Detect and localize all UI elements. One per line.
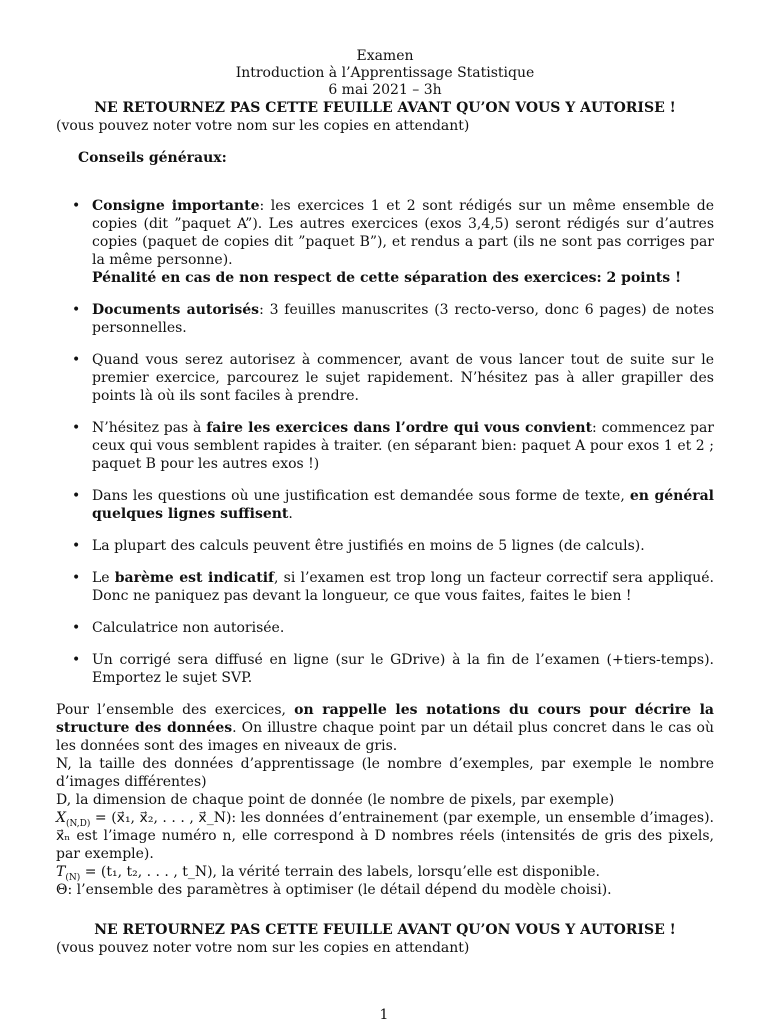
notation-t: [56, 863, 714, 881]
rule-bold: Consigne importante: [92, 198, 260, 214]
rule-text: Quand vous serez autorisez à commencer, avant de vous lancer tout de suite sur le premier exercice, parcourez le sujet rapidement. N’hésitez pas à aller grapiller des points là où ils sont faciles à prendre.: [92, 352, 714, 404]
page-number: 1: [379, 1007, 389, 1023]
x-subscript: (N,D): [65, 818, 91, 829]
intro-text: Pour l’ensemble des exercices,: [56, 702, 295, 718]
rule-text: : les exercices 1 et 2 sont rédigés sur un même ensemble de copies (dit ”paquet A”). Les autres exercices (exos 3,4,5) seront rédigés sur d’autres copies (paquet de copies dit ”paquet B”), et rendus a part (ils ne sont pas corriges par la même personne).: [92, 198, 714, 268]
warning-heading: NE RETOURNEZ PAS CETTE FEUILLE AVANT QU’ON VOUS Y AUTORISE !: [94, 100, 676, 116]
list-item: [92, 537, 714, 555]
warning-subtext-bottom: (vous pouvez noter votre nom sur les copies en attendant): [56, 940, 470, 956]
rule-penalty: Pénalité en cas de non respect de cette séparation des exercices: 2 points !: [92, 270, 682, 286]
rule-text: , si l’examen est trop long un facteur correctif sera appliqué. Donc ne paniquez pas devant la longueur, ce que vous faites, faites le bien !: [92, 570, 714, 604]
notation-x: [56, 809, 714, 863]
notation-n: N, la taille des données d’apprentissage (le nombre d’exemples, par exemple le nombre d’images différentes): [56, 756, 714, 790]
notations-section: [56, 701, 714, 899]
advice-list: [56, 197, 714, 687]
course-title: Introduction à l’Apprentissage Statistique: [235, 65, 535, 81]
list-item: [92, 619, 714, 637]
rule-bold: barème est indicatif: [114, 570, 275, 586]
exam-page: [56, 48, 714, 957]
rule-text: Le: [92, 570, 115, 586]
rule-bold: en général quelques lignes suffisent: [92, 488, 714, 522]
list-item: [92, 419, 714, 473]
rule-text: : 3 feuilles manuscrites (3 recto-verso, donc 6 pages) de notes personnelles.: [92, 302, 714, 336]
rule-bold: Documents autorisés: [92, 302, 260, 318]
x-definition: = (x⃗₁, x⃗₂, . . . , x⃗_N): les données d’entrainement (par exemple, un ensemble d’images). x⃗ₙ est l’image numéro n, elle correspond à D nombres réels (intensités de gris des pixels, par exemple).: [56, 810, 714, 862]
list-item: [92, 197, 714, 287]
rule-bold: faire les exercices dans l’ordre qui vous convient: [206, 420, 593, 436]
warning-subtext: (vous pouvez noter votre nom sur les copies en attendant): [56, 118, 470, 134]
general-advice-title: Conseils généraux:: [78, 150, 227, 166]
notations-intro: [56, 701, 714, 755]
rule-text: Dans les questions où une justification est demandée sous forme de texte,: [92, 488, 630, 504]
rule-text: N’hésitez pas à: [92, 420, 207, 436]
rule-text: .: [288, 506, 293, 522]
notation-d: D, la dimension de chaque point de donnée (le nombre de pixels, par exemple): [56, 792, 615, 808]
list-item: [92, 351, 714, 405]
list-item: [92, 651, 714, 687]
t-subscript: (N): [65, 872, 81, 883]
list-item: [92, 569, 714, 605]
rule-text: Un corrigé sera diffusé en ligne (sur le GDrive) à la fin de l’examen (+tiers-temps). Emportez le sujet SVP.: [92, 652, 714, 686]
notation-theta: Θ: l’ensemble des paramètres à optimiser (le détail dépend du modèle choisi).: [56, 882, 612, 898]
x-symbol: X: [56, 810, 66, 826]
rule-text: : commencez par ceux qui vous semblent rapides à traiter. (en séparant bien: paquet A pour exos 1 et 2 ; paquet B pour les autres exos !): [92, 420, 714, 472]
t-definition: = (t₁, t₂, . . . , t_N), la vérité terrain des labels, lorsqu’elle est disponible.: [80, 864, 600, 880]
intro-text: . On illustre chaque point par un détail plus concret dans le cas où les données sont des images en niveaux de gris.: [56, 720, 714, 754]
rule-text: La plupart des calculs peuvent être justifiés en moins de 5 lignes (de calculs).: [92, 538, 645, 554]
exam-title: Examen: [356, 48, 414, 64]
rule-text: Calculatrice non autorisée.: [92, 620, 285, 636]
list-item: [92, 301, 714, 337]
t-symbol: T: [56, 864, 66, 880]
intro-bold: on rappelle les notations du cours pour décrire la structure des données: [56, 702, 714, 736]
warning-heading-bottom: NE RETOURNEZ PAS CETTE FEUILLE AVANT QU’ON VOUS Y AUTORISE !: [94, 922, 676, 938]
list-item: [92, 487, 714, 523]
exam-date: 6 mai 2021 – 3h: [328, 82, 442, 98]
